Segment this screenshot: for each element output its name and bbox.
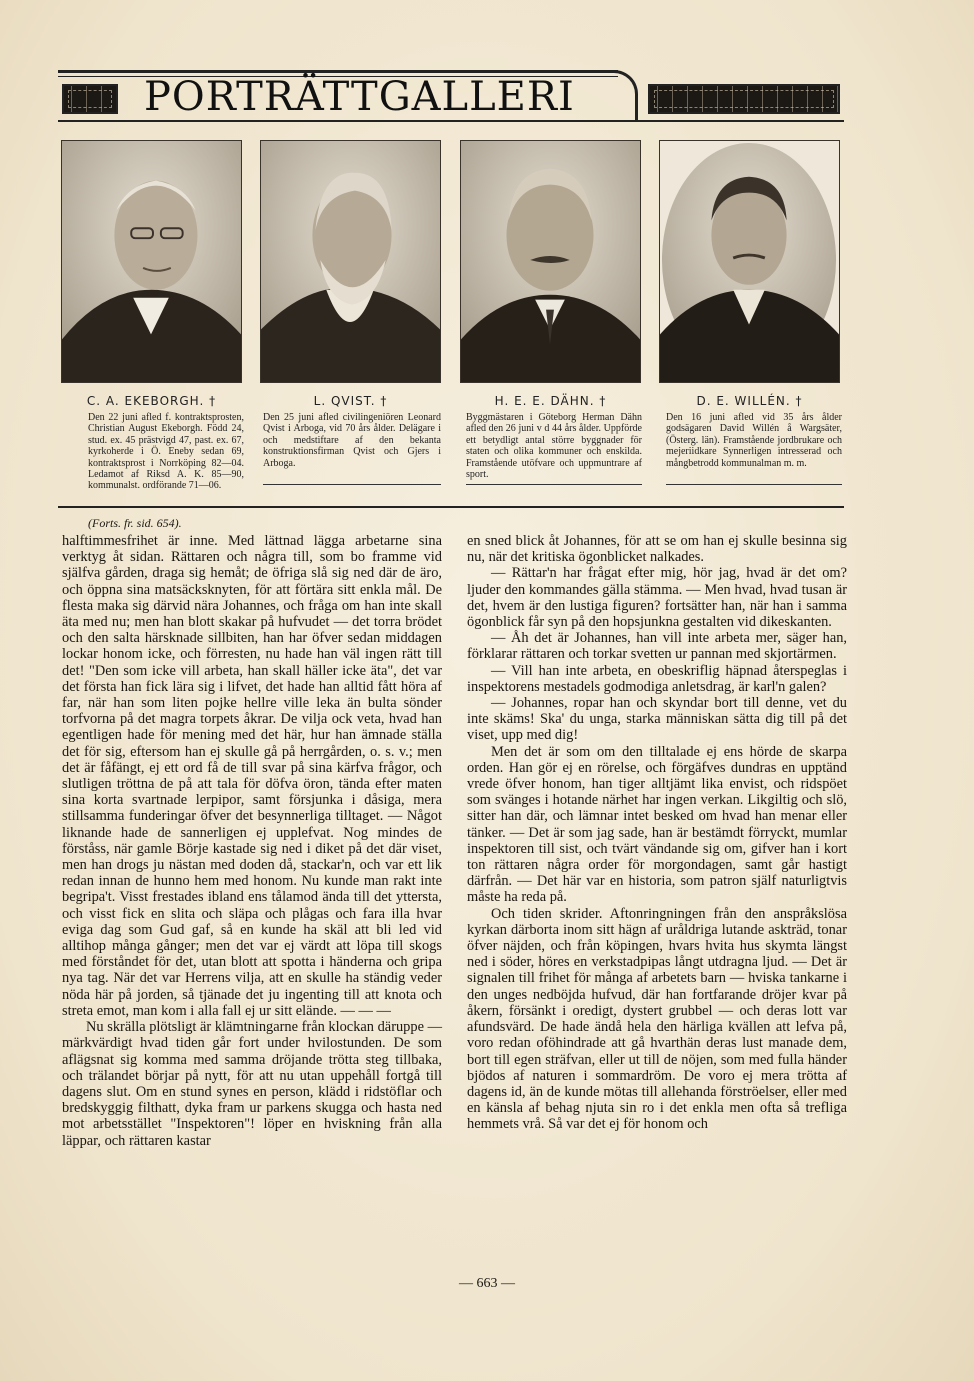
paragraph: Men det är som om den tilltalade ej ens hörde de skarpa orden. Han gör ej en rörelse, och förgäfves dundras en upptänd vrede öfver honom, han tiger alltjämt lika envist, och ridspöet som svänges i hotande närhet har ingen verkan. Likgiltig och slö, sitter han där, och lämnar intet besked om hvad han menar eller tänker. — Det är som jag sade, han är bestämdt förryckt, mumlar inspektoren till sist, och tvärt vändande sig om, gifver han i kort ton rättaren några order för morgondagen, samt går hastigt därfrån. — Det här var en historia, som patron själf naturligtvis måste ha reda på.: [467, 743, 847, 906]
portrait-photo-qvist: [260, 140, 441, 383]
portrait-name-ekeborgh: C. A. EKEBORGH. †: [86, 394, 217, 408]
portrait-caption-qvist: Den 25 juni afled civilingeniören Leonard Qvist i Arboga, vid 70 års ålder. Delägare i och medstiftare af den bekanta konstruktionsfirman Qvist och Gjers i Arboga.: [263, 412, 441, 469]
header-rule-curve: [598, 70, 638, 122]
paragraph: Och tiden skrider. Aftonringningen från den anspråkslösa kyrkan därborta inom sitt hägn af uråldriga lutande askträd, tonar öfver näjden, och från köpingen, hvars hvita hus skymta längst ned i söder, höres en verkstadpipas långt utdragna ljud. — Det är signalen till frihet för många af arbetets barn — hviska tankarne i den unges nedböjda hufvud, där han fortfarande dröjer kvar på åkern, försänkt i oredigt, dystert grubbel — och deras lott var afundsvärd. De hade ändå hela den härliga kvällen att lefva på, voro redan oföhindrade att gå hvarthän deras lust manade dem, bort till egen sträfvan, eller ut till de nöjen, som med fulla händer bjödos af naturen i sommardröm. De voro ej mera trötta af dagens id, än de kunde mötas till allehanda förströelser, eller med en känsla af behag njuta sin ro i det enkla men ofta så trefliga hemmets vrå. Så var det ej för honom och: [467, 905, 847, 1133]
paragraph: — Johannes, ropar han och skyndar bort till denne, vet du inte skäms! Ska' du unga, starka människan sätta dig till på det viset, upp med dig!: [467, 695, 847, 744]
caption-rule-2: [263, 484, 441, 485]
paragraph: Nu skrälla plötsligt är klämtningarne från klockan däruppe — märkvärdigt hvad tiden går fort under hvilostunden. De som aflägsnat sig komma med samma dröjande trötta steg tillbaka, och trälandet börjar på nytt, för att nu utan uppehåll fortgå till dagens slut. Om en stund synes en person, klädd i ridstöflar och bredskyggig filthatt, dyka fram ur parkens skugga och hasta ned mot arbetsstället "Inspektoren"! löper en hviskning från alla läppar, och rättaren kastar: [62, 1019, 442, 1149]
caption-rule-3: [466, 484, 642, 485]
paragraph: halftimmesfrihet är inne. Med lättnad lägga arbetarne sina verktyg åt sidan. Rättaren och några till, som bo framme vid själfva gården, draga sig hemåt; de öfriga slå sig ned där de äro, och öppna sina matsäcksknyten, för att förtära sitt enkla mål. De flesta maka sig därvid nära Johannes, och fråga om han inte skall äta med nu; men han blott skakar på hufvudet — det torra brödet och den salta härsknade sillbiten, han har öfver sedan middagen lockar honom icke, och förresten, nu hade han väl ingen rätt till det! "Den som icke vill arbeta, han skall häller icke äta", det var det första han fick lära sig i lifvet, det hade han alltid fått höra af far, när han som liten pojke hellre ville leka än bulta sönder torfvorna på det magra torpets åkrar. De vilja ock veta, hvad han egentligen hade för mening med det här, hur han ämnade ställa det för sig, eftersom han ej skulle gå på herrgården, o. s. v.; men det är fåfängt, ej ett ord få de till svar på sina kärfva frågor, och slutligen tröttna de på att tala för döfva öron, tända efter maten sina korta svartnade lerpipor, samt försjunka i dåsiga, mera stillsamma funderingar öfver det besynnerliga tilltaget. — Något liknande hade de sannerligen ej upplefvat. Nog mindes de förståss, när gamle Börje kastade sig ned i diket på det där viset, men han drogs ju nästan med doden då, stackar'n, och var ett lik redan innan de hunno hem med honom. Nu kunde man rakt inte begripa't. Visst frestades ibland ens tålamod ända till det yttersta, och visst fick en slita och släpa och plågas och fara illa hvar eviga dag som Gud gaf, så en kunde ha skäl att bli led vid alltihop många gånger; men det var ej värdt att löpa till skogs med förståndet för det, utan blott att spotta i händerna och gripa nya tag. När det var Herrens vilja, att en skulle ha ständig veder nöda här på jorden, så tjänade det ju ingenting till att knota och streta emot, man kom i alla fall ej ur sitt elände. — — —: [62, 533, 442, 1019]
paragraph: en sned blick åt Johannes, för att se om han ej skulle besinna sig nu, när det kritiska ögonblicket nalkades.: [467, 533, 847, 566]
continuation-note: (Forts. fr. sid. 654).: [88, 516, 182, 530]
portrait-photo-ekeborgh: [61, 140, 242, 383]
portrait-caption-willen: Den 16 juni afled vid 35 års ålder godsägaren David Willén å Wargsäter, (Österg. län). Framstående jordbrukare och mejeriidkare Synnerligen intresserad och mångbetrodd kommunalman m. m.: [666, 412, 842, 469]
portrait-photo-dahn: [460, 140, 641, 383]
page-header: [58, 70, 844, 126]
caption-rule-4: [666, 484, 842, 485]
portrait-name-willen: D. E. WILLÉN. †: [696, 394, 803, 408]
portrait-name-dahn: H. E. E. DÄHN. †: [494, 394, 607, 408]
portrait-photo-willen: [659, 140, 840, 383]
ornament-left: [62, 84, 118, 114]
ornament-right: [648, 84, 840, 114]
article-column-left: [62, 533, 442, 1149]
paragraph: — Vill han inte arbeta, en obeskriflig häpnad återspeglas i inspektorens mestadels godmodiga anletsdrag, är karl'n galen?: [467, 662, 847, 695]
portrait-caption-ekeborgh: Den 22 juni afled f. kontraktsprosten, Christian August Ekeborgh. Född 24, stud. ex. 45 prästvigd 47, past. ex. 67, kyrkoherde i Ö. Eneby sedan 69, kontraktsprost i Norrköping 82—04. Ledamot af Riksd A. K. 85—90, kommunalst. ordförande 71—06.: [88, 412, 244, 492]
paragraph: — Rättar'n har frågat efter mig, hör jag, hvad är det om? ljuder den kommandes gälla stämma. — Men hvad, hvad tusan är det, hvem är den lustiga figuren? fortsätter han, när han i samma ögonblick får syn på den hopsjunkna gestalten vid dikeskanten.: [467, 565, 847, 631]
section-divider: [58, 506, 844, 508]
page-number: — 663 —: [459, 1276, 515, 1291]
portrait-caption-dahn: Byggmästaren i Göteborg Herman Dähn afled den 26 juni v d 44 års ålder. Uppförde ett betydligt antal större byggnader för staten och olika kommuner och enskilda. Framstående utöfvare och uppmuntrare af sport.: [466, 412, 642, 481]
page-title: PORTRÄTTGALLERI: [144, 74, 575, 120]
portrait-name-qvist: L. QVIST. †: [313, 394, 388, 408]
article-column-right: [467, 533, 847, 1133]
paragraph: — Åh det är Johannes, han vill inte arbeta mer, säger han, förklarar rättaren och torkar svetten ur pannan med skjortärmen.: [467, 630, 847, 663]
